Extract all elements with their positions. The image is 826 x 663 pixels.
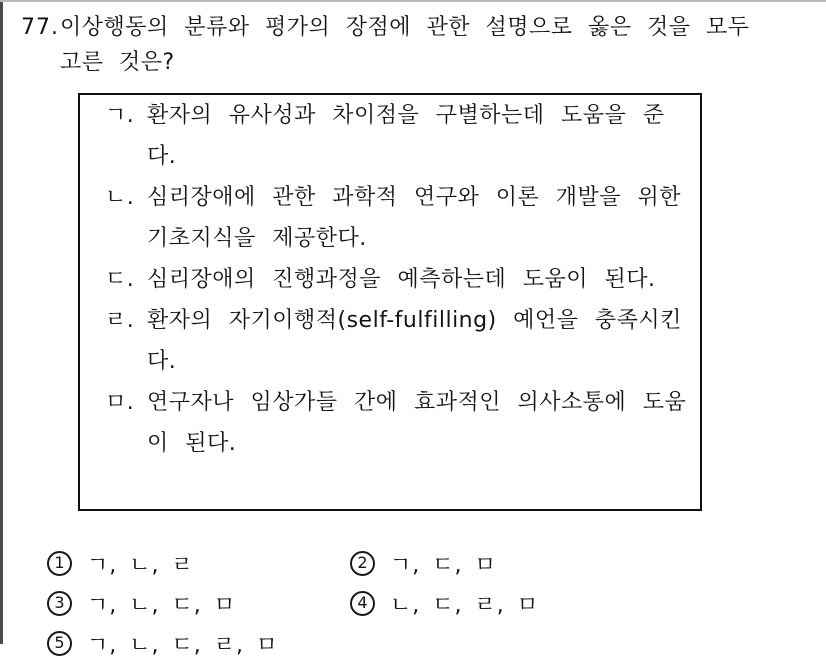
page-left-border <box>0 0 3 644</box>
statement-item <box>80 95 700 177</box>
page-top-border <box>0 0 826 2</box>
statement-text: 환자의 자기이행적(self-fulfilling) 예언을 충족시킨다. <box>147 308 682 374</box>
statement-item <box>80 177 700 259</box>
choice-number-badge: 2 <box>350 551 375 576</box>
statement-marker: ㅁ. <box>105 390 135 415</box>
statement-text: 심리장애의 진행과정을 예측하는데 도움이 된다. <box>147 267 656 292</box>
answer-choices <box>47 543 787 663</box>
choice-3[interactable] <box>47 588 350 619</box>
choice-label: ㄱ, ㄴ, ㄹ <box>87 552 194 578</box>
choice-number-badge: 5 <box>47 631 72 656</box>
choice-5[interactable] <box>47 628 350 659</box>
choice-label: ㄱ, ㄷ, ㅁ <box>390 552 497 578</box>
statements-box <box>78 93 702 511</box>
statement-marker: ㄱ. <box>105 103 135 128</box>
statement-marker: ㄴ. <box>105 185 135 210</box>
statement-item <box>80 382 700 464</box>
choice-row <box>47 543 787 583</box>
choice-number-badge: 1 <box>47 551 72 576</box>
choice-1[interactable] <box>47 548 350 579</box>
question-number: 77. <box>21 15 59 40</box>
choice-4[interactable] <box>350 588 539 619</box>
question-text: 이상행동의 분류와 평가의 장점에 관한 설명으로 옳은 것을 모두 고른 것은? <box>60 15 750 75</box>
choice-label: ㄱ, ㄴ, ㄷ, ㄹ, ㅁ <box>87 632 279 658</box>
choice-2[interactable] <box>350 548 497 579</box>
statement-text: 심리장애에 관한 과학적 연구와 이론 개발을 위한 기초지식을 제공한다. <box>147 185 682 251</box>
statement-item <box>80 259 700 300</box>
statement-text: 환자의 유사성과 차이점을 구별하는데 도움을 준다. <box>147 103 665 169</box>
choice-row <box>47 623 787 663</box>
statement-marker: ㄹ. <box>105 308 135 333</box>
statement-item <box>80 300 700 382</box>
choice-label: ㄱ, ㄴ, ㄷ, ㅁ <box>87 592 236 618</box>
choice-label: ㄴ, ㄷ, ㄹ, ㅁ <box>390 592 539 618</box>
choice-number-badge: 4 <box>350 591 375 616</box>
statement-marker: ㄷ. <box>105 267 135 292</box>
choice-row <box>47 583 787 623</box>
choice-number-badge: 3 <box>47 591 72 616</box>
statement-text: 연구자나 임상가들 간에 효과적인 의사소통에 도움이 된다. <box>147 390 687 456</box>
